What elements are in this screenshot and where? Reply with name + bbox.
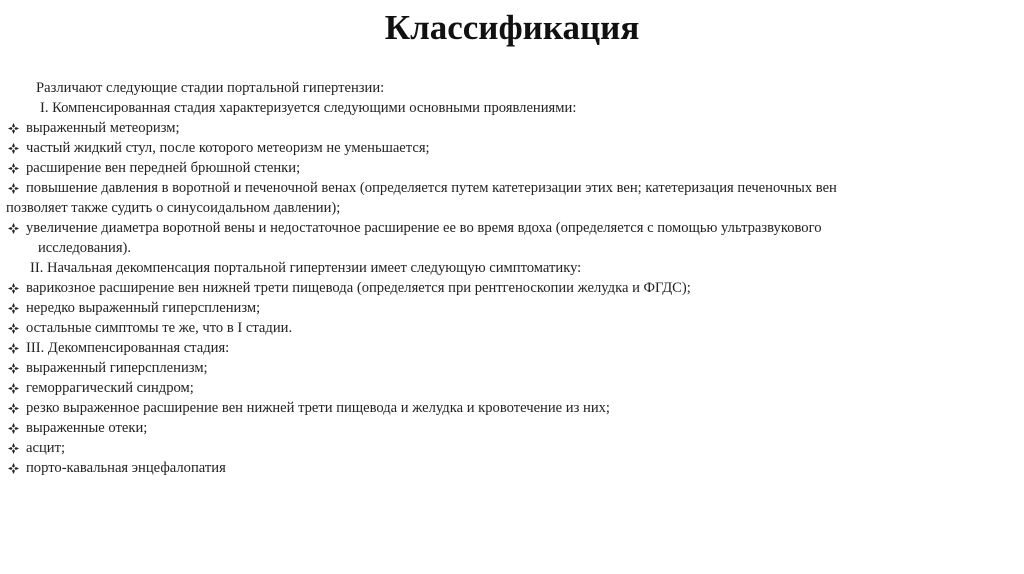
list-item-text: выраженный метеоризм;	[26, 120, 180, 136]
list-item	[0, 358, 1000, 378]
list-item-text: повышение давления в воротной и печеночной венах (определяется путем катетеризации этих вен; катетеризация печеночных вен	[26, 180, 837, 196]
list-item	[0, 398, 1000, 418]
diamond-bullet-icon	[8, 178, 22, 198]
list-item-text: варикозное расширение вен нижней трети пищевода (определяется при рентгеноскопии желудка и ФГДС);	[26, 280, 691, 296]
list-item-text: асцит;	[26, 440, 66, 456]
list-item-text: нередко выраженный гиперспленизм;	[26, 300, 261, 316]
list-item-continuation: исследования).	[38, 240, 132, 256]
diamond-bullet-icon	[8, 298, 22, 318]
diamond-bullet-icon	[8, 338, 22, 358]
list-item	[0, 178, 1000, 198]
list-item	[0, 418, 1000, 438]
diamond-bullet-icon	[8, 138, 22, 158]
list-item-continuation: позволяет также судить о синусоидальном давлении);	[6, 200, 341, 216]
list-item-text: остальные симптомы те же, что в I стадии.	[26, 320, 293, 336]
diamond-bullet-icon	[8, 458, 22, 478]
list-item-text: геморрагический синдром;	[26, 380, 194, 396]
list-item-text: расширение вен передней брюшной стенки;	[26, 160, 301, 176]
list-item-text: частый жидкий стул, после которого метеоризм не уменьшается;	[26, 140, 430, 156]
list-item	[0, 298, 1000, 318]
list-item-text: резко выраженное расширение вен нижней трети пищевода и желудка и кровотечение из них;	[26, 400, 610, 416]
list-item-text: увеличение диаметра воротной вены и недостаточное расширение ее во время вдоха (определяется с помощью ультразвукового	[26, 220, 822, 236]
diamond-bullet-icon	[8, 378, 22, 398]
stage2-heading: II. Начальная декомпенсация портальной гипертензии имеет следующую симптоматику:	[30, 260, 582, 276]
list-item	[0, 458, 1000, 478]
list-item	[0, 278, 1000, 298]
list-item	[0, 158, 1000, 178]
diamond-bullet-icon	[8, 438, 22, 458]
list-item	[0, 338, 1000, 358]
slide-content	[0, 78, 1000, 478]
diamond-bullet-icon	[8, 318, 22, 338]
stage3-heading: III. Декомпенсированная стадия:	[26, 340, 230, 356]
list-item-text: порто-кавальная энцефалопатия	[26, 460, 226, 476]
diamond-bullet-icon	[8, 418, 22, 438]
list-item	[0, 138, 1000, 158]
stage1-heading: I. Компенсированная стадия характеризуется следующими основными проявлениями:	[40, 100, 577, 116]
diamond-bullet-icon	[8, 218, 22, 238]
list-item	[0, 438, 1000, 458]
intro-text: Различают следующие стадии портальной гипертензии:	[36, 80, 385, 96]
slide-title: Классификация	[384, 8, 640, 47]
list-item	[0, 118, 1000, 138]
diamond-bullet-icon	[8, 158, 22, 178]
list-item	[0, 378, 1000, 398]
diamond-bullet-icon	[8, 118, 22, 138]
diamond-bullet-icon	[8, 358, 22, 378]
diamond-bullet-icon	[8, 398, 22, 418]
list-item	[0, 218, 1000, 238]
diamond-bullet-icon	[8, 278, 22, 298]
list-item	[0, 318, 1000, 338]
list-item-text: выраженные отеки;	[26, 420, 148, 436]
list-item-text: выраженный гиперспленизм;	[26, 360, 208, 376]
